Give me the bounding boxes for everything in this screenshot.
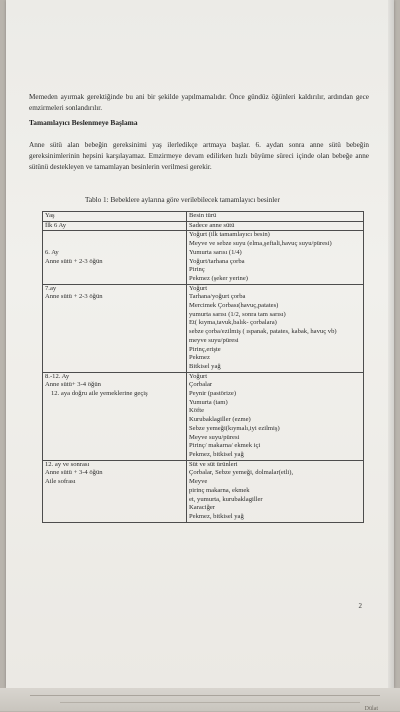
age-meals: Anne sütü + 3-4 öğün [45,469,103,477]
age-cell [43,284,187,372]
age-cell: İlk 6 Ay [43,221,187,231]
section-heading: Tamamlayıcı Beslenmeye Başlama [29,118,138,127]
food-item: Yumurta sarısı (1/4) [189,248,242,256]
lower-sheet [0,688,400,711]
table-row [43,221,364,231]
food-item: yumurta sarısı (1/2, sonra tam sarısı) [189,310,286,318]
food-item: Yoğurt [189,372,208,380]
age-note: 12. aya doğru aile yemeklerine geçiş [51,390,148,398]
table-caption: Tablo 1: Bebeklere aylarına göre verilebilecek tamamlayıcı besinler [85,196,280,204]
age-note: Aile sofrası [45,478,76,486]
food-cell [187,372,364,460]
age-meals: Anne sütü + 2-3 öğün [45,293,103,301]
age-meals: Anne sütü+ 3-4 öğün [45,381,101,389]
food-item: Bitkisel yağ [189,362,221,370]
food-item: sebze çorba/ezilmiş ( ıspanak, patates, kabak, havuç vb) [189,328,337,336]
food-item: Tarhana/yoğurt çorba [189,293,246,301]
table-row [43,284,364,372]
food-item: Çorbalar, Sebze yemeği, dolmalar(etli), [189,469,294,477]
food-item: Sebze yemeği(kıymalı,iyi ezilmiş) [189,424,280,432]
food-cell [187,231,364,284]
age-label: 7.ay [45,284,57,292]
corner-fragment: Dülat [364,706,378,712]
food-item: Peynir (pastörize) [189,390,237,398]
food-item: Yumurta (tam) [189,398,228,406]
food-cell [187,460,364,522]
ruled-line [30,695,380,696]
food-item: Yoğurt [189,284,208,292]
page-edge-shadow [388,0,394,688]
age-label: 12. ay ve sonrası [45,460,90,468]
ruled-line [60,702,360,703]
table-row [43,231,364,284]
age-label: 8.-12. Ay [45,372,70,380]
food-item: Pirinç/ makarna/ ekmek içi [189,442,261,450]
food-item: Çorbalar [189,381,213,389]
food-item: Yoğurt (ilk tamamlayıcı besin) [189,231,270,239]
food-item: Pekmez, bitkisel yağ [189,450,244,458]
page-number: 2 [358,602,362,610]
age-label: 6. Ay [45,248,59,256]
paragraph-weaning: Memeden ayırmak gerektiğinde bu ani bir şekilde yapılmamalıdır. Önce gündüz öğünleri kaldırılır, ardından gece emzirmeleri sonlandırılır. [29,93,369,112]
age-meals: Anne sütü + 2-3 öğün [45,257,103,265]
food-item: Pirinç [189,266,205,274]
food-item: pirinç makarna, ekmek [189,486,250,494]
food-item: Pekmez, bitkisel yağ [189,512,244,520]
food-item: Süt ve süt ürünleri [189,460,238,468]
age-cell [43,460,187,522]
paragraph-complementary-feeding: Anne sütü alan bebeğin gereksinimi yaş ilerledikçe artmaya başlar. 6. aydan sonra anne sütü bebeğin gereksinimlerinin hepsini karşılayamaz. Emzirmeye devam edilirken hızlı büyüme süreci içinde olan bebeğe anne sütünü destekleyen ve tamamlayan besinlerin verilmesi gerekir. [29,141,369,171]
table-header-row [43,212,364,222]
food-item: meyve suyu/püresi [189,336,239,344]
food-cell [187,284,364,372]
food-item: Et( kıyma,tavuk,balık- çorbalara) [189,319,277,327]
food-item: Pekmez [189,354,210,362]
feeding-table [42,211,364,523]
food-item: et, yumurta, kurubaklagiller [189,495,263,503]
food-item: Pekmez (şeker yerine) [189,274,248,282]
food-item: Köfte [189,407,205,415]
food-item: Meyve [189,478,208,486]
table-row [43,372,364,460]
age-cell [43,231,187,284]
food-cell: Sadece anne sütü [187,221,364,231]
table-row [43,460,364,522]
food-item: Yoğurt/tarhana çorba [189,257,245,265]
header-age: Yaş [43,212,187,222]
age-cell [43,372,187,460]
food-item: Karaciğer [189,504,215,512]
food-item: Pirinç,erişte [189,345,221,353]
header-food-type: Besin türü [187,212,364,222]
food-item: Meyve suyu/püresi [189,433,240,441]
food-item: Kurubaklagiller (ezme) [189,416,251,424]
food-item: Mercimek Çorbası(havuç,patates) [189,302,279,310]
food-item: Meyve ve sebze suyu (elma,şeftali,havuç suyu/püresi) [189,240,332,248]
